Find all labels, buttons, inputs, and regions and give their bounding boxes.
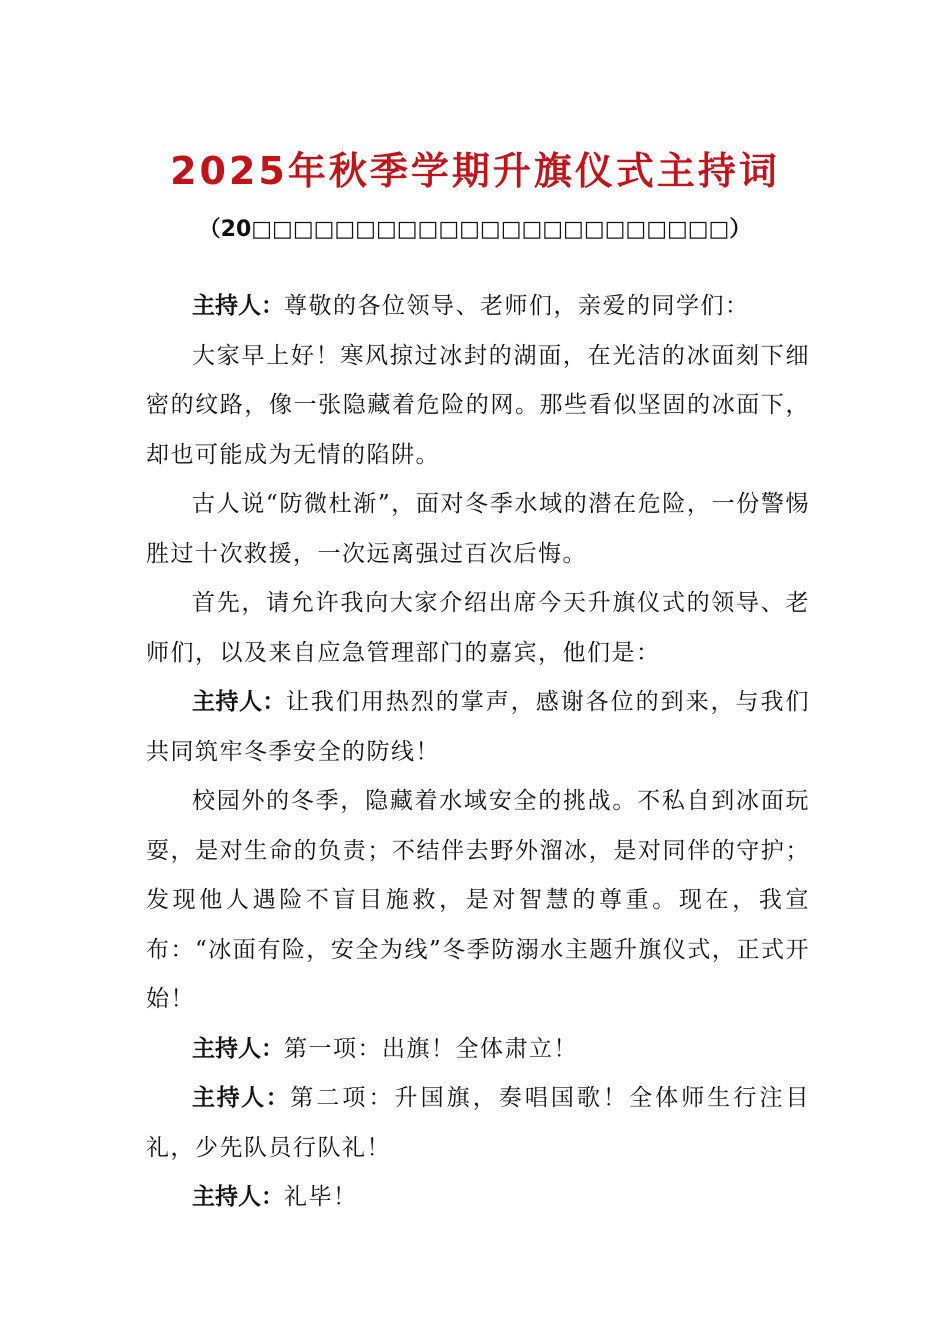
paragraph-text: 让我们用热烈的掌声，感谢各位的到来，与我们共同筑牢冬季安全的防线！ [146, 689, 811, 765]
paragraph-text: 校园外的冬季，隐藏着水域安全的挑战。不私自到冰面玩耍，是对生命的负责；不结伴去野外溜冰，是对同伴的守护；发现他人遇险不盲目施救，是对智慧的尊重。现在，我宣布：“冰面有险，安全为线”冬季防溺水主题升旗仪式，正式开始！ [146, 788, 810, 1012]
speaker-label: 主持人： [192, 1035, 284, 1062]
paragraph-text: 第二项：升国旗，奏唱国歌！全体师生行注目礼，少先队员行队礼！ [146, 1085, 811, 1161]
speaker-label: 主持人： [192, 293, 284, 319]
paragraph-text: 尊敬的各位领导、老师们，亲爱的同学们： [284, 293, 750, 319]
document-title: 2025年秋季学期升旗仪式主持词 [170, 149, 780, 193]
paragraph-text: 大家早上好！寒风掠过冰封的湖面，在光洁的冰面刻下细密的纹路，像一张隐藏着危险的网。那些看似坚固的冰面下，却也可能成为无情的陷阱。 [146, 342, 810, 468]
paragraph [146, 332, 810, 481]
paragraph [146, 1025, 810, 1075]
speaker-label: 主持人： [192, 689, 286, 715]
document-body [146, 282, 810, 1223]
document-subtitle: （20□□□□□□□□□□□□□□□□□□□□□□□） [198, 217, 752, 242]
paragraph [146, 282, 810, 332]
paragraph-text: 首先，请允许我向大家介绍出席今天升旗仪式的领导、老师们，以及来自应急管理部门的嘉宾，他们是： [146, 590, 810, 666]
speaker-label: 主持人： [192, 1085, 291, 1111]
speaker-label: 主持人： [192, 1184, 284, 1210]
paragraph [146, 678, 810, 777]
paragraph [146, 1173, 810, 1223]
paragraph [146, 579, 810, 678]
paragraph-text: 第一项：出旗！全体肃立！ [284, 1035, 578, 1062]
paragraph [146, 480, 810, 579]
paragraph-text: 礼毕！ [284, 1184, 358, 1210]
paragraph [146, 1074, 810, 1173]
paragraph [146, 777, 810, 1025]
paragraph-text: 古人说“防微杜渐”，面对冬季水域的潜在危险，一份警惕胜过十次救援，一次远离强过百次后悔。 [146, 491, 810, 567]
